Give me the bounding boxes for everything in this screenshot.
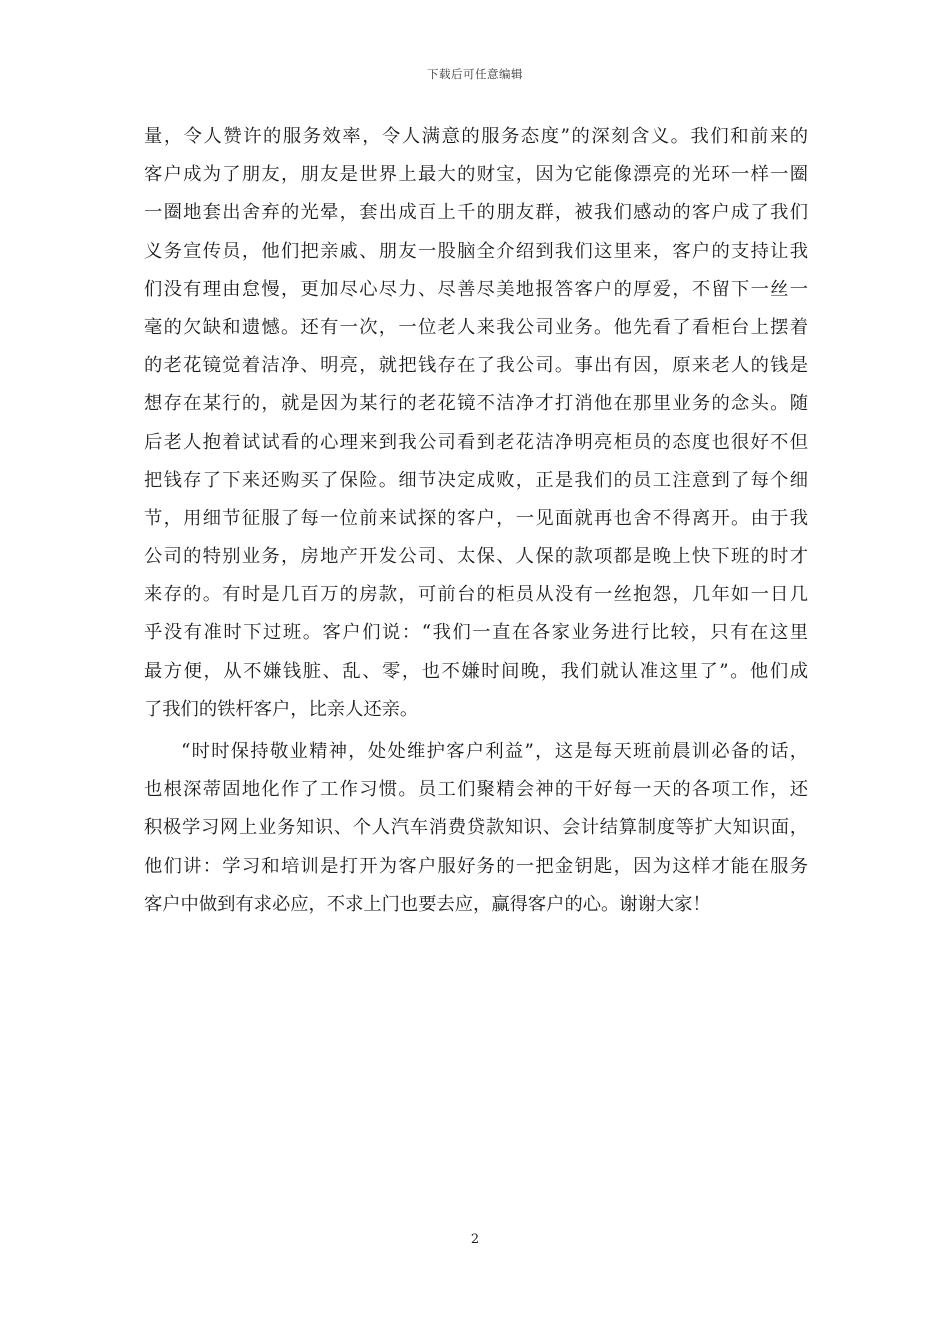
text-line: 把钱存了下来还购买了保险。细节决定成败，正是我们的员工注意到了每个细 <box>144 469 808 491</box>
document-body <box>144 118 808 924</box>
text-line: 一圈地套出舍弃的光晕，套出成百上千的朋友群，被我们感动的客户成了我们 <box>144 202 808 224</box>
text-line: 们没有理由怠慢，更加尽心尽力、尽善尽美地报答客户的厚爱，不留下一丝一 <box>144 278 808 300</box>
text-line: 客户中做到有求必应，不求上门也要去应，赢得客户的心。谢谢大家！ <box>144 893 711 915</box>
text-line: 了我们的铁杆客户，比亲人还亲。 <box>144 698 419 720</box>
text-line: 毫的欠缺和遗憾。还有一次，一位老人来我公司业务。他先看了看柜台上摆着 <box>144 316 808 338</box>
text-line: 公司的特别业务，房地产开发公司、太保、人保的款项都是晚上快下班的时才 <box>144 546 808 568</box>
text-line: “时时保持敬业精神，处处维护客户利益”，这是每天班前晨训必备的话， <box>181 741 808 762</box>
page-number: 2 <box>470 1232 480 1247</box>
text-line: 想存在某行的，就是因为某行的老花镜不洁净才打消他在那里业务的念头。随 <box>144 393 808 415</box>
text-line: 后老人抱着试试看的心理来到我公司看到老花洁净明亮柜员的态度也很好不但 <box>144 431 808 453</box>
text-line: 量，令人赞许的服务效率，令人满意的服务态度”的深刻含义。我们和前来的 <box>144 126 808 147</box>
text-line: 积极学习网上业务知识、个人汽车消费贷款知识、会计结算制度等扩大知识面， <box>144 817 808 839</box>
text-line: 他们讲：学习和培训是打开为客户服好务的一把金钥匙，因为这样才能在服务 <box>144 855 808 877</box>
paragraph-2 <box>144 733 808 924</box>
text-line: 客户成为了朋友，朋友是世界上最大的财宝，因为它能像漂亮的光环一样一圈 <box>144 164 808 186</box>
text-line: 的老花镜觉着洁净、明亮，就把钱存在了我公司。事出有因，原来老人的钱是 <box>144 355 808 377</box>
text-line: 来存的。有时是几百万的房款，可前台的柜员从没有一丝抱怨，几年如一日几 <box>144 584 808 606</box>
text-line: 乎没有准时下过班。客户们说：“我们一直在各家业务进行比较，只有在这里 <box>144 622 808 644</box>
paragraph-1 <box>144 118 808 729</box>
text-line: 最方便，从不嫌钱脏、乱、零，也不嫌时间晚，我们就认准这里了”。他们成 <box>144 660 808 682</box>
text-line: 义务宣传员，他们把亲戚、朋友一股脑全介绍到我们这里来，客户的支持让我 <box>144 240 808 262</box>
page-header-note: 下载后可任意编辑 <box>427 67 523 81</box>
text-line: 节，用细节征服了每一位前来试探的客户，一见面就再也舍不得离开。由于我 <box>144 507 808 529</box>
text-line: 也根深蒂固地化作了工作习惯。员工们聚精会神的干好每一天的各项工作，还 <box>144 779 808 801</box>
